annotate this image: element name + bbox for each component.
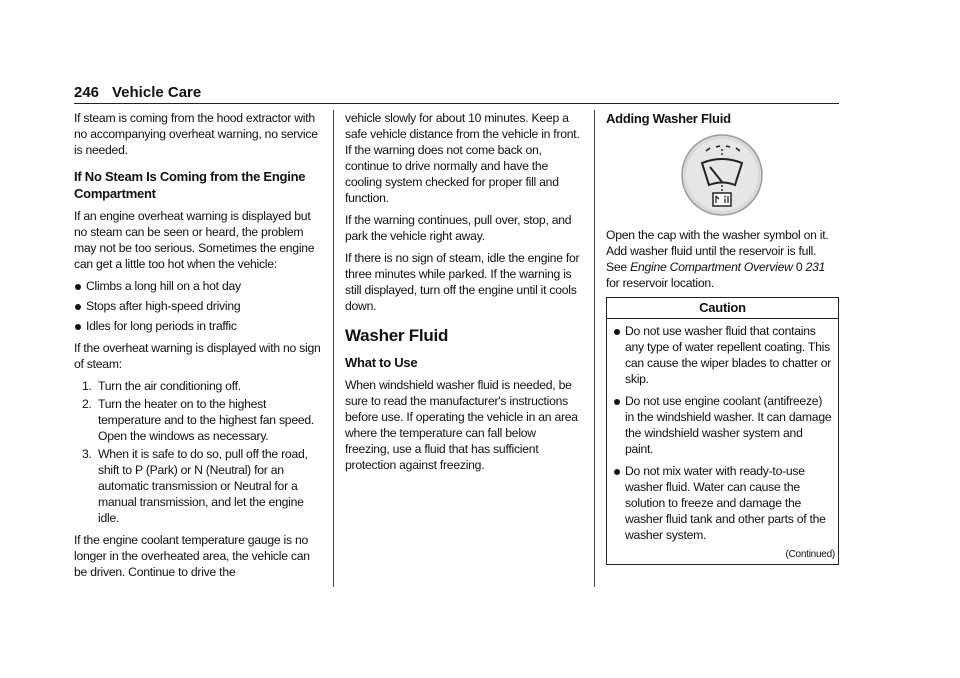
- step-text: Turn the heater on to the highest temperature and to the highest fan speed. Open the windows as necessary.: [98, 397, 315, 443]
- adding-washer-fluid-heading: Adding Washer Fluid: [606, 111, 731, 126]
- washer-fluid-symbol-icon: [680, 133, 764, 217]
- what-to-use-heading: What to Use: [345, 355, 418, 370]
- list-item: Do not mix water with ready-to-use washer fluid. Water can cause the solution to freeze and damage the washer fluid tank and other parts of the washer system.: [613, 463, 832, 543]
- column-1: [74, 110, 324, 586]
- paragraph: If the warning continues, pull over, stop, and park the vehicle right away.: [345, 213, 572, 243]
- column-3: [606, 110, 839, 565]
- column-divider: [594, 110, 595, 587]
- caution-box: [606, 297, 839, 565]
- list-item: [74, 396, 324, 444]
- washer-symbol-figure: [606, 133, 839, 217]
- list-item: [74, 446, 324, 526]
- paragraph: When windshield washer fluid is needed, be sure to read the manufacturer's instructions before use. If operating the vehicle in an area where the temperature can fall below freezing, use a fluid that has sufficient protection against freezing.: [345, 378, 578, 472]
- paragraph: If the engine coolant temperature gauge is no longer in the overheated area, the vehicle can be driven. Continue to drive the: [74, 533, 310, 579]
- step-text: When it is safe to do so, pull off the road, shift to P (Park) or N (Neutral) for an automatic transmission or Neutral for a manual transmission, and let the engine idle.: [98, 447, 308, 525]
- caution-list: [613, 323, 832, 543]
- page-header: [74, 84, 839, 104]
- steam-heading: If No Steam Is Coming from the Engine Compartment: [74, 169, 306, 201]
- list-item: Do not use washer fluid that contains any type of water repellent coating. This can cause the wiper blades to chatter or skip.: [613, 323, 832, 387]
- paragraph: vehicle slowly for about 10 minutes. Keep a safe vehicle distance from the vehicle in front. If the warning does not come back on, continue to drive normally and have the cooling system checked for proper fill and function.: [345, 111, 580, 205]
- section-title: Vehicle Care: [112, 84, 202, 101]
- step-number: 1.: [82, 379, 92, 393]
- text-span: for reservoir location.: [606, 276, 715, 290]
- paragraph: [606, 227, 839, 291]
- page-ref-icon: 0: [795, 260, 803, 274]
- column-2: [345, 110, 582, 479]
- list-item: Climbs a long hill on a hot day: [74, 278, 324, 294]
- step-number: 3.: [82, 447, 92, 461]
- paragraph: If the overheat warning is displayed with no sign of steam:: [74, 341, 321, 371]
- list-item: Stops after high-speed driving: [74, 298, 324, 314]
- paragraph: If an engine overheat warning is displayed but no steam can be seen or heard, the problem may not be too serious. Sometimes the engine can get a little too hot when the vehicle:: [74, 209, 315, 271]
- step-text: Turn the air conditioning off.: [98, 379, 241, 393]
- page-number: 246: [74, 84, 100, 101]
- step-list: [74, 378, 324, 526]
- list-item: Do not use engine coolant (antifreeze) in the windshield washer. It can damage the windshield washer system and paint.: [613, 393, 832, 457]
- list-item: Idles for long periods in traffic: [74, 318, 324, 334]
- page-reference[interactable]: 231: [805, 260, 826, 274]
- column-divider: [333, 110, 334, 587]
- bullet-list: [74, 278, 324, 334]
- engine-compartment-link[interactable]: Engine Compartment Overview: [630, 260, 793, 274]
- paragraph: If there is no sign of steam, idle the engine for three minutes while parked. If the warning is still displayed, turn off the engine until it cools down.: [345, 251, 580, 313]
- list-item: [74, 378, 324, 394]
- caution-title: Caution: [607, 298, 838, 319]
- intro-paragraph: If steam is coming from the hood extractor with no accompanying overheat warning, no service is needed.: [74, 111, 318, 157]
- continued-label: (Continued): [785, 549, 835, 560]
- text-span: Open the cap with the washer symbol on it. Add washer fluid until the reservoir is full. See: [606, 228, 829, 274]
- step-number: 2.: [82, 397, 92, 411]
- washer-fluid-heading: Washer Fluid: [345, 326, 449, 345]
